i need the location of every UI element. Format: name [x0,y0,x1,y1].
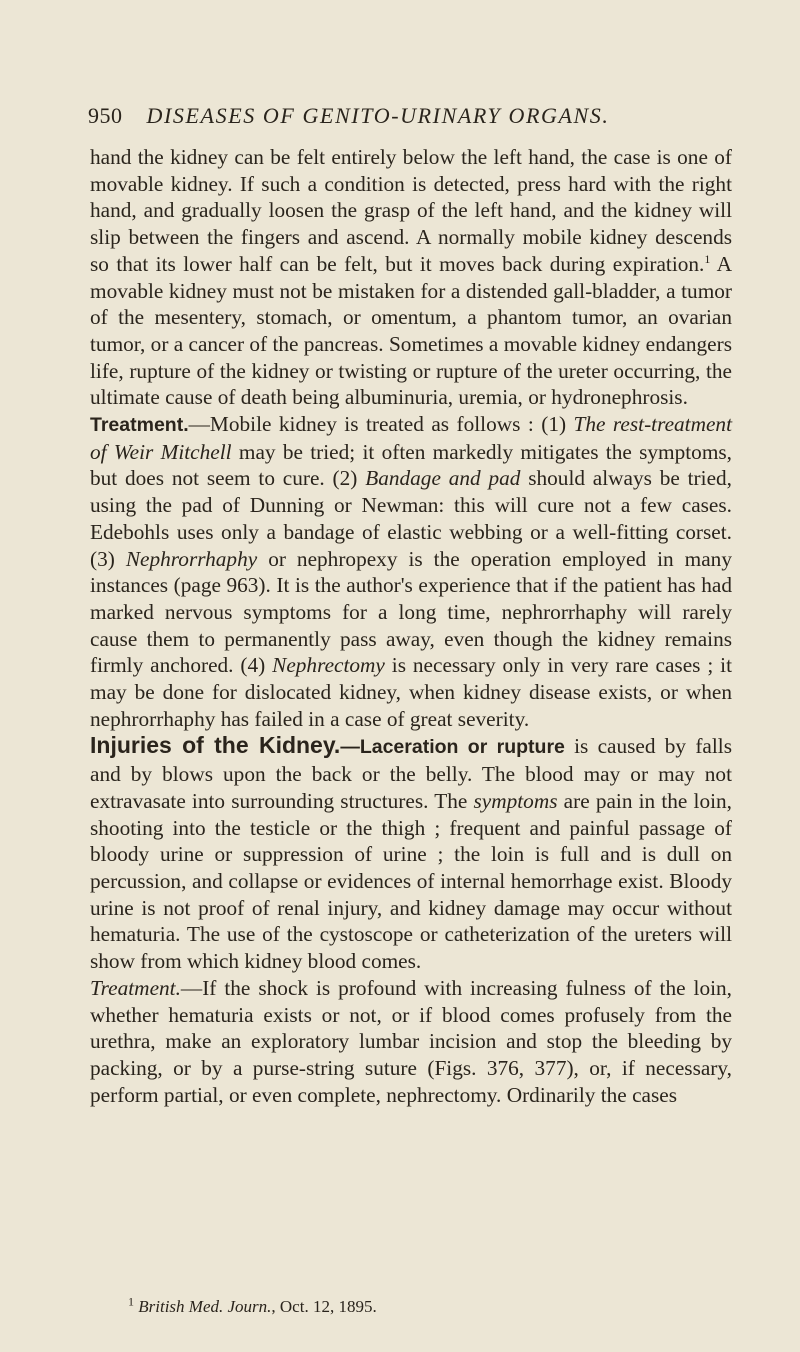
subheading-laceration: —Laceration or rupture [340,736,565,759]
italic-term: Nephrectomy [272,653,385,678]
italic-term: The rest-treatment of Weir Mitchell [90,412,732,464]
paragraph-text: or nephropexy is the operation employed in many instances (page 963). It is the author's experience that if the patient has had marked nervous symptoms for a long time, nephrorrhaphy will rarely cause them to permanently pass away, even though the kidney remains firmly anchored. (4) [90,546,732,678]
body-text [90,144,732,1108]
paragraph-text: A movable kidney must not be mistaken for a distended gall-bladder, a tumor of the mesentery, stomach, or omentum, a phantom tumor, an ovarian tumor, or a cancer of the pancreas. Sometimes a movable kidney endangers life, rupture of the kidney or twisting or rupture of the ureter occurring, the ultimate cause of death being albuminuria, uremia, or hydronephrosis. [90,251,732,410]
paragraph-text: —Mobile kidney is treated as follows : (1) [188,412,574,437]
footnote-date: , Oct. 12, 1895. [271,1297,377,1316]
footnote-reference: 1 [704,251,711,266]
footnote-journal: British Med. Journ. [138,1297,272,1316]
running-title: DISEASES OF GENITO-URINARY ORGANS. [146,103,610,128]
italic-term: Nephrorrhaphy [125,546,258,571]
section-heading-treatment: Treatment. [90,414,189,437]
paragraph-treatment [90,411,732,732]
paragraph-injury-treatment [90,975,732,1109]
paragraph-text: may be tried; it often markedly mitigates the symptoms, but does not seem to cure. (2) [90,439,732,491]
paragraph-injuries [90,732,732,974]
section-heading-injuries: Injuries of the Kidney. [90,732,341,759]
italic-term: symptoms [473,788,558,813]
paragraph-text: is necessary only in very rare cases ; it may be done for dislocated kidney, when kidney disease exists, or when nephrorrhaphy has failed in a case of great severity. [90,653,732,731]
footnote-marker: 1 [128,1294,134,1309]
page-number: 950 [88,103,123,128]
italic-term: Bandage and pad [365,466,521,491]
footnote [128,1294,728,1317]
paragraph-text: —If the shock is profound with increasing fulness of the loin, whether hematuria exists or not, or if blood comes profusely from the urethra, make an exploratory lumbar incision and stop the bleeding by packing, or by a purse-string suture (Figs. 376, 377), or, if necessary, perform partial, or even complete, nephrectomy. Ordinarily the cases [90,975,732,1107]
running-head [88,103,728,129]
paragraph-text: hand the kidney can be felt entirely below the left hand, the case is one of movable kidney. If such a condition is detected, press hard with the right hand, and gradually loosen the grasp of the left hand, and the kidney will slip between the fingers and ascend. A normally mobile kidney descends so that its lower half can be felt, but it moves back during expiration. [90,145,732,276]
italic-label-treatment: Treatment. [90,975,181,1000]
paragraph-movable-kidney [90,144,732,411]
paragraph-text: are pain in the loin, shooting into the testicle or the thigh ; frequent and painful passage of bloody urine or suppression of urine ; the loin is full and is dull on percussion, and collapse or evidences of internal hemorrhage exist. Bloody urine is not proof of renal injury, and kidney damage may occur without hematuria. The use of the cystoscope or catheterization of the ureters will show from which kidney blood comes. [90,788,732,974]
paragraph-text: is caused by falls and by blows upon the back or the belly. The blood may or may not extravasate into surrounding structures. The [90,734,732,813]
paragraph-text: should always be tried, using the pad of Dunning or Newman: this will cure not a few cases. Edebohls uses only a bandage of elastic webbing or a well-fitting corset. (3) [90,466,732,571]
